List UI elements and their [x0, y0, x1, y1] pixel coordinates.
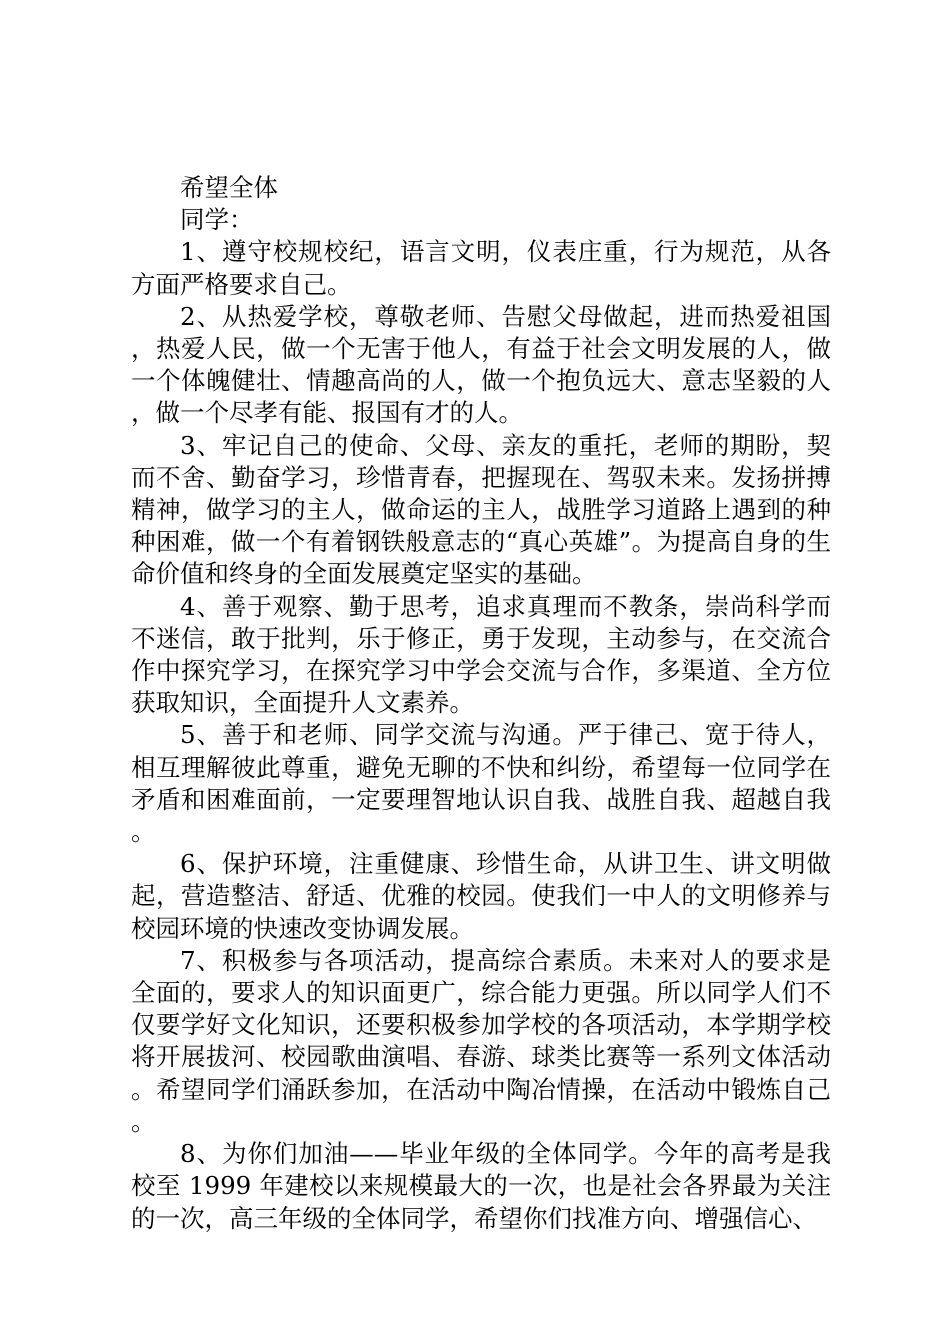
paragraph-2: 2、从热爱学校，尊敬老师、告慰父母做起，进而热爱祖国，热爱人民，做一个无害于他人，有益于社会文明发展的人，做一个体魄健壮、情趣高尚的人，做一个抱负远大、意志坚毅的人，做一个尽孝有能、报国有才的人。 [131, 301, 831, 428]
greeting-line-2: 同学： [180, 205, 254, 235]
paragraph-8: 8、为你们加油——毕业年级的全体同学。今年的高考是我校至 1999 年建校以来规模最大的一次，也是社会各界最为关注的一次，高三年级的全体同学，希望你们找准方向、增强信心、 [131, 1139, 831, 1233]
document-body [131, 172, 831, 1235]
paragraph-3: 3、牢记自己的使命、父母、亲友的重托，老师的期盼，契而不舍、勤奋学习，珍惜青春，把握现在、驾驭未来。发扬拼搏精神，做学习的主人，做命运的主人，战胜学习道路上遇到的种种困难，做一个有着钢铁般意志的“真心英雄”。为提高自身的生命价值和终身的全面发展奠定坚实的基础。 [131, 430, 831, 589]
greeting-line-1: 希望全体 [180, 173, 278, 202]
paragraph-4: 4、善于观察、勤于思考，追求真理而不教条，崇尚科学而不迷信，敢于批判，乐于修正，勇于发现，主动参与，在交流合作中探究学习，在探究学习中学会交流与合作，多渠道、全方位获取知识，全面提升人文素养。 [131, 591, 831, 718]
paragraph-5: 5、善于和老师、同学交流与沟通。严于律己、宽于待人，相互理解彼此尊重，避免无聊的不快和纠纷，希望每一位同学在矛盾和困难面前，一定要理智地认识自我、战胜自我、超越自我。 [131, 720, 831, 847]
paragraph-1: 1、遵守校规校纪，语言文明，仪表庄重，行为规范，从各方面严格要求自己。 [131, 237, 831, 299]
paragraph-7: 7、积极参与各项活动，提高综合素质。未来对人的要求是全面的，要求人的知识面更广，综合能力更强。所以同学人们不仅要学好文化知识，还要积极参加学校的各项活动，本学期学校将开展拔河、校园歌曲演唱、春游、球类比赛等一系列文体活动。希望同学们涌跃参加，在活动中陶冶情操，在活动中锻炼自己。 [131, 945, 831, 1136]
paragraph-6: 6、保护环境，注重健康、珍惜生命，从讲卫生、讲文明做起，营造整洁、舒适、优雅的校园。使我们一中人的文明修养与校园环境的快速改变协调发展。 [131, 849, 831, 943]
